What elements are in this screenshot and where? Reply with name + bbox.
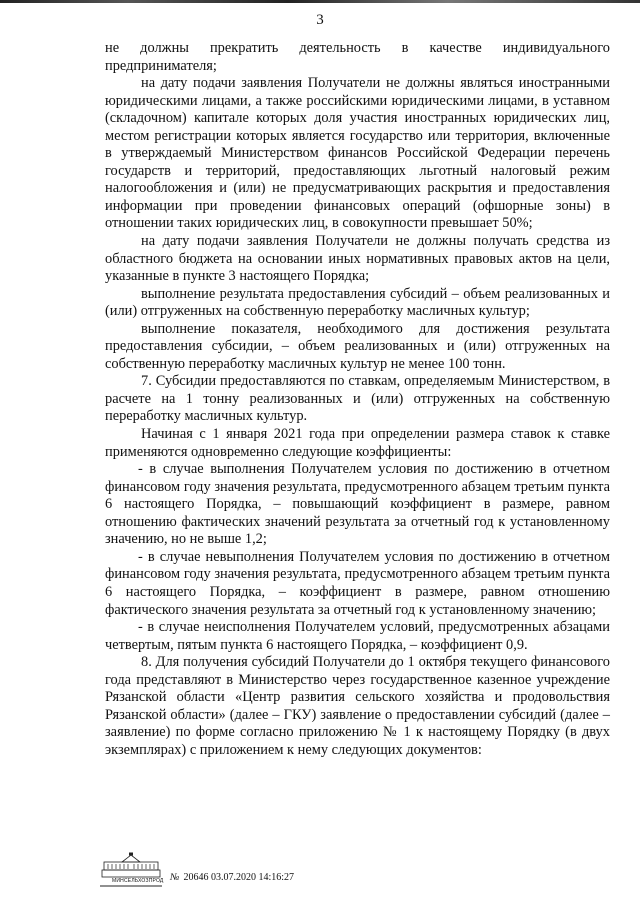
document-footer <box>100 852 420 892</box>
paragraph-item-7: 7. Субсидии предоставляются по ставкам, определяемым Министерством, в расчете на 1 тонну реализованных и (или) отгруженных на собственную переработку масличных культур. <box>105 373 610 425</box>
registration-number <box>170 872 294 883</box>
paragraph: на дату подачи заявления Получатели не должны являться иностранными юридическими лицами, а также российскими юридическими лицами, в уставном (складочном) капитале которых доля участия иностранных юридических лиц, местом регистрации которых является государство или территория, включенные в утверждаемый Министерством финансов Российской Федерации перечень государств и территорий, предоставляющих льготный налоговый режим налогообложения и (или) не предусматривающих раскрытия и предоставления информации при проведении финансовых операций (офшорные зоны) в отношении таких юридических лиц, в совокупности превышает 50%; <box>105 75 610 232</box>
paragraph-item-8: 8. Для получения субсидий Получатели до 1 октября текущего финансового года представляют в Министерство через государственное казенное учреждение Рязанской области «Центр развития сельского хозяйства и продовольствия Рязанской области» (далее – ГКУ) заявление о предоставлении субсидий (далее – заявление) по форме согласно приложению № 1 к настоящему Порядку (в двух экземплярах) с приложением к нему следующих документов: <box>105 654 610 758</box>
paragraph: на дату подачи заявления Получатели не должны получать средства из областного бюджета на основании иных нормативных правовых актов на цели, указанные в пункте 3 настоящего Порядка; <box>105 233 610 285</box>
paragraph: выполнение показателя, необходимого для достижения результата предоставления субсидии, – объем реализованных и (или) отгруженных на собственную переработку масличных культур не менее 100 тонн. <box>105 320 610 372</box>
top-border-line <box>0 0 640 3</box>
page-number: 3 <box>316 12 324 28</box>
document-body <box>105 40 610 759</box>
registration-stamp-text: 20646 03.07.2020 14:16:27 <box>183 872 294 883</box>
paragraph: не должны прекратить деятельность в качестве индивидуального предпринимателя; <box>105 40 610 74</box>
number-symbol: № <box>170 872 180 883</box>
paragraph: Начиная с 1 января 2021 года при определении размера ставок к ставке применяются одновременно следующие коэффициенты: <box>105 426 610 460</box>
bullet-item: - в случае невыполнения Получателем условия по достижению в отчетном финансовом году значения результата, предусмотренного абзацем третьим пункта 6 настоящего Порядка, – коэффициент в размере, равном отношению фактического значения результата за отчетный год к установленному значению; <box>105 548 610 618</box>
paragraph: выполнение результата предоставления субсидий – объем реализованных и (или) отгруженных на собственную переработку масличных культур; <box>105 285 610 320</box>
stamp-label: МИНСЕЛЬХОЗПРОД <box>112 878 164 884</box>
bullet-item: - в случае неисполнения Получателем условий, предусмотренных абзацами четвертым, пятым пункта 6 настоящего Порядка, – коэффициент 0,9. <box>105 619 610 653</box>
bullet-item: - в случае выполнения Получателем условия по достижению в отчетном финансовом году значения результата, предусмотренного абзацем третьим пункта 6 настоящего Порядка, – повышающий коэффициент в размере, равном отношению фактических значений результата за отчетный год к установленному значению, но не выше 1,2; <box>105 461 610 548</box>
